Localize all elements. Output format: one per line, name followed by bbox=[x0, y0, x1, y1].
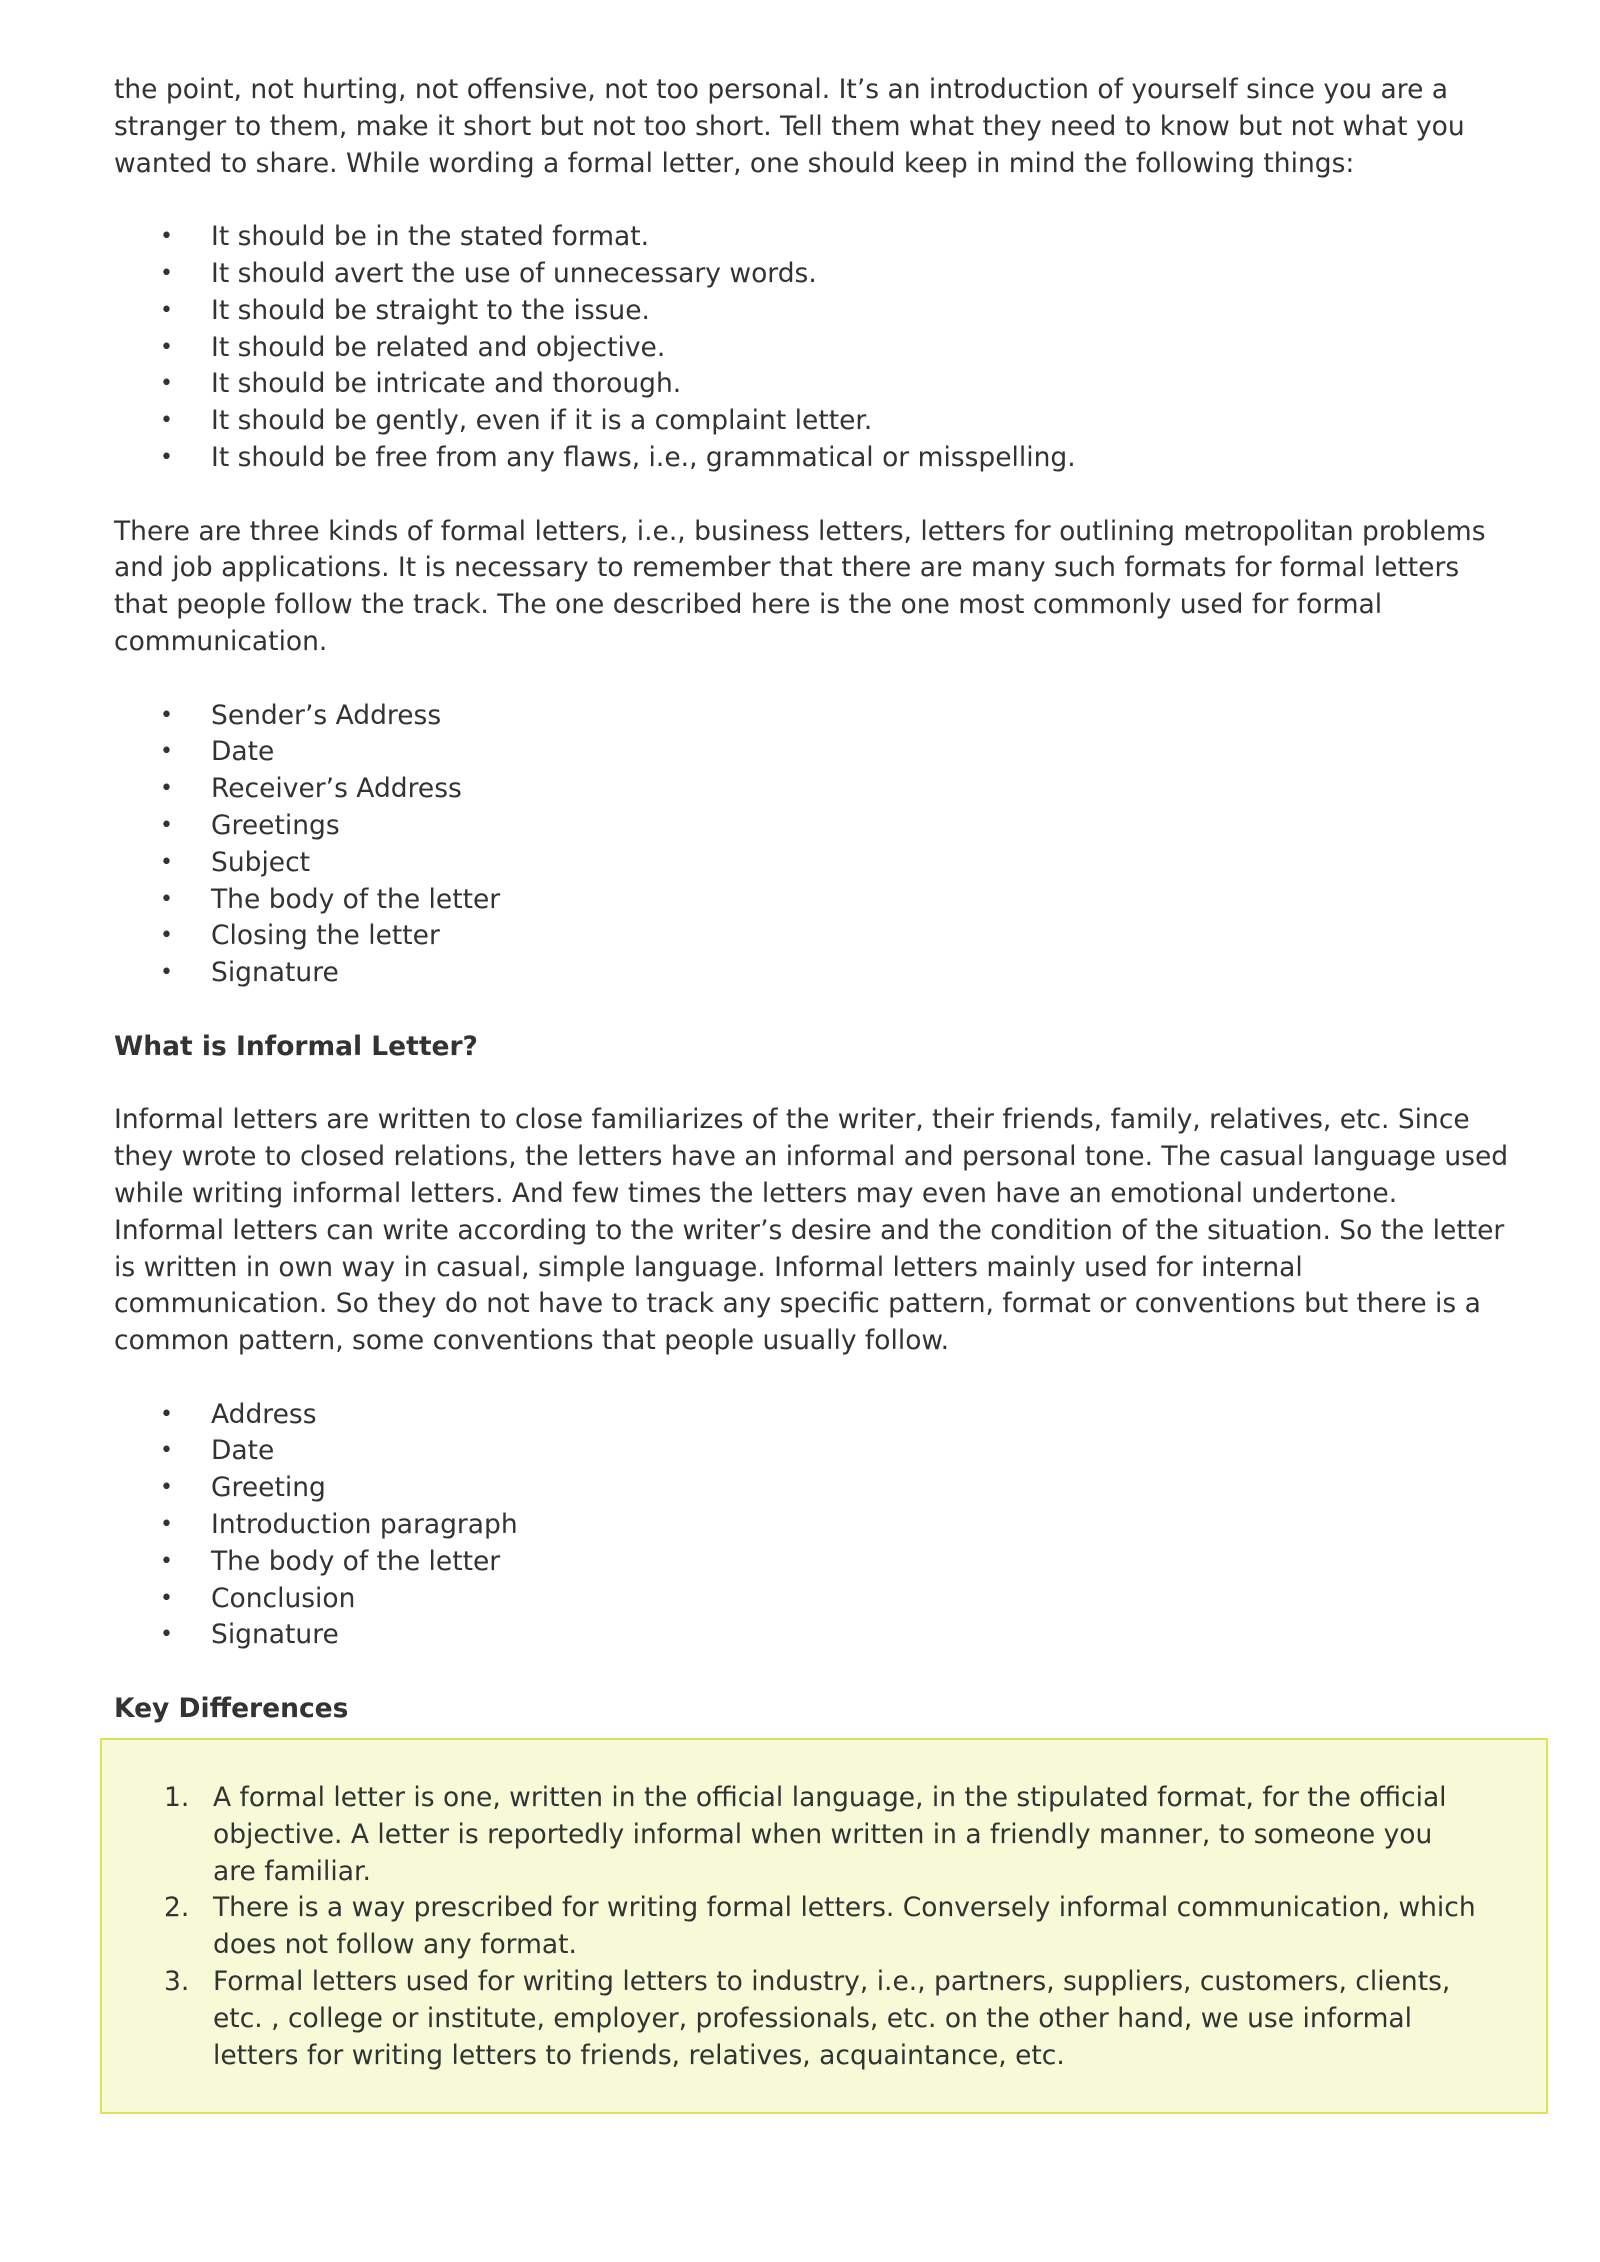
formal-kinds-paragraph: There are three kinds of formal letters, i.e., business letters, letters for outlining metropolitan problems and job applications. It is necessary to remember that there are many such formats for formal letters that people follow the track. The one described here is the one most commonly used for formal communication. bbox=[114, 515, 1486, 657]
list-item bbox=[114, 293, 1514, 330]
informal-paragraph: Informal letters are written to close familiarizes of the writer, their friends, family, relatives, etc. Since they wrote to closed relations, the letters have an informal and personal tone. The casual language used while writing informal letters. And few times the letters may even have an emotional undertone. Informal letters can write according to the writer’s desire and the condition of the situation. So the letter is written in own way in casual, simple language. Informal letters mainly used for internal communication. So they do not have to track any specific pattern, format or conventions but there is a common pattern, some conventions that people usually follow. bbox=[114, 1104, 1509, 1357]
intro-paragraph: the point, not hurting, not offensive, not too personal. It’s an introduction of yourself since you are a stranger to them, make it short but not too short. Tell them what they need to know but not what you wanted to share. While wording a formal letter, one should keep in mind the following things: bbox=[114, 74, 1465, 179]
list-item-text: It should be gently, even if it is a complaint letter. bbox=[211, 405, 873, 437]
bullet-icon: • bbox=[160, 334, 173, 360]
list-item bbox=[114, 771, 1514, 808]
list-item-text: The body of the letter bbox=[211, 883, 501, 915]
document-body bbox=[114, 72, 1514, 1765]
bullet-icon: • bbox=[160, 923, 173, 949]
informal-format-list bbox=[114, 1397, 1514, 1655]
list-item-text: Date bbox=[211, 1435, 275, 1467]
list-item bbox=[114, 403, 1514, 440]
list-item bbox=[114, 698, 1514, 735]
key-differences-list bbox=[116, 1780, 1516, 2074]
bullet-icon: • bbox=[160, 371, 173, 397]
list-item-text: It should be intricate and thorough. bbox=[211, 368, 682, 400]
list-item bbox=[114, 219, 1514, 256]
list-item-text: Greetings bbox=[211, 809, 340, 841]
list-item-text: It should avert the use of unnecessary words. bbox=[211, 257, 817, 289]
bullet-icon: • bbox=[160, 960, 173, 986]
formal-rules-list bbox=[114, 219, 1514, 477]
list-item-text: It should be related and objective. bbox=[211, 331, 666, 363]
list-item bbox=[114, 256, 1514, 293]
bullet-icon: • bbox=[160, 739, 173, 765]
list-item-text: It should be free from any flaws, i.e., grammatical or misspelling. bbox=[211, 441, 1076, 473]
bullet-icon: • bbox=[160, 1512, 173, 1538]
bullet-icon: • bbox=[160, 1622, 173, 1648]
key-differences-heading: Key Differences bbox=[114, 1693, 349, 1725]
list-item-text: Signature bbox=[211, 1619, 339, 1651]
list-item-text: The body of the letter bbox=[211, 1545, 501, 1577]
list-item bbox=[116, 1964, 1516, 2074]
list-item-text: Closing the letter bbox=[211, 920, 440, 952]
item-number: 1. bbox=[164, 1782, 190, 1813]
bullet-icon: • bbox=[160, 408, 173, 434]
bullet-icon: • bbox=[160, 224, 173, 250]
list-item bbox=[114, 366, 1514, 403]
list-item-text: It should be in the stated format. bbox=[211, 221, 650, 253]
list-item-text: Receiver’s Address bbox=[211, 773, 462, 805]
bullet-icon: • bbox=[160, 886, 173, 912]
list-item-text: Sender’s Address bbox=[211, 699, 442, 731]
list-item bbox=[114, 955, 1514, 992]
list-item-text: Conclusion bbox=[211, 1582, 356, 1614]
list-item bbox=[114, 1581, 1514, 1618]
bullet-icon: • bbox=[160, 702, 173, 728]
item-number: 2. bbox=[164, 1892, 190, 1924]
list-item bbox=[116, 1890, 1516, 1964]
list-item bbox=[114, 734, 1514, 771]
bullet-icon: • bbox=[160, 1401, 173, 1427]
informal-heading: What is Informal Letter? bbox=[114, 1030, 478, 1062]
list-item bbox=[114, 808, 1514, 845]
list-item bbox=[114, 1617, 1514, 1654]
bullet-icon: • bbox=[160, 1585, 173, 1611]
list-item bbox=[114, 330, 1514, 367]
bullet-icon: • bbox=[160, 849, 173, 875]
list-item-text: Greeting bbox=[211, 1472, 326, 1504]
list-item-text: Address bbox=[211, 1398, 317, 1430]
bullet-icon: • bbox=[160, 1438, 173, 1464]
bullet-icon: • bbox=[160, 444, 173, 470]
list-item-text: Subject bbox=[211, 846, 311, 878]
bullet-icon: • bbox=[160, 812, 173, 838]
list-item-text: Signature bbox=[211, 957, 339, 989]
list-item bbox=[114, 440, 1514, 477]
list-item-text: Introduction paragraph bbox=[211, 1509, 518, 1541]
list-item bbox=[114, 845, 1514, 882]
bullet-icon: • bbox=[160, 297, 173, 323]
list-item bbox=[114, 918, 1514, 955]
item-number: 3. bbox=[164, 1965, 190, 1997]
bullet-icon: • bbox=[160, 1548, 173, 1574]
formal-format-list bbox=[114, 698, 1514, 992]
list-item-text: There is a way prescribed for writing formal letters. Conversely informal communication, which does not follow any format. bbox=[213, 1892, 1476, 1961]
list-item-text: It should be straight to the issue. bbox=[211, 294, 650, 326]
list-item bbox=[114, 1397, 1514, 1434]
list-item bbox=[114, 882, 1514, 919]
bullet-icon: • bbox=[160, 260, 173, 286]
list-item-text: Date bbox=[211, 736, 275, 768]
list-item bbox=[116, 1780, 1516, 1890]
list-item bbox=[114, 1470, 1514, 1507]
bullet-icon: • bbox=[160, 776, 173, 802]
list-item bbox=[114, 1433, 1514, 1470]
list-item-text: Formal letters used for writing letters to industry, i.e., partners, suppliers, customers, clients, etc. , college or institute, employer, professionals, etc. on the other hand, we use informal letters for writing letters to friends, relatives, acquaintance, etc. bbox=[213, 1965, 1451, 2071]
list-item bbox=[114, 1544, 1514, 1581]
list-item-text: A formal letter is one, written in the official language, in the stipulated format, for the official objective. A letter is reportedly informal when written in a friendly manner, to someone you are familiar. bbox=[213, 1782, 1447, 1887]
bullet-icon: • bbox=[160, 1475, 173, 1501]
list-item bbox=[114, 1507, 1514, 1544]
key-differences-box bbox=[100, 1738, 1548, 2114]
